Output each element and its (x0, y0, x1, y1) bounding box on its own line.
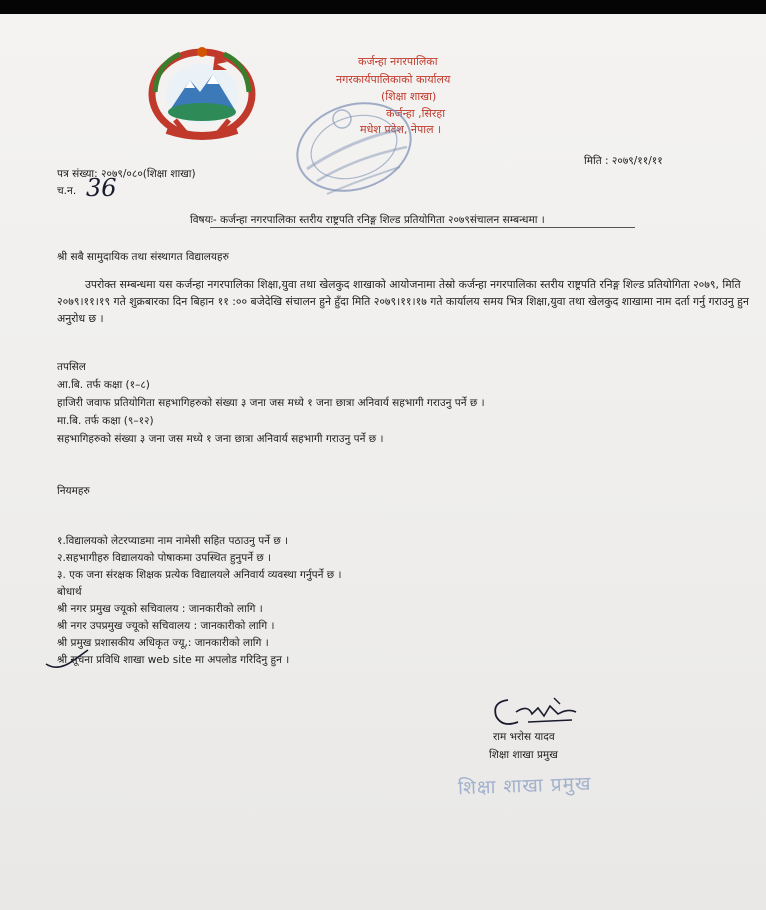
office-name: कर्जन्हा नगरपालिका (358, 55, 438, 68)
rule-item: १.विद्यालयको लेटरप्याडमा नाम नामेसी सहित पठाउनु पर्ने छ । (57, 535, 289, 547)
top-black-bar (0, 0, 766, 14)
tapasil-primary-level: आ.बि. तर्फ कक्षा (१–८) (57, 379, 150, 391)
tapasil-secondary-rule: सहभागिहरुको संख्या ३ जना जस मध्ये १ जना छात्रा अनिवार्य सहभागी गराउनु पर्ने छ । (57, 433, 384, 445)
rule-item: २.सहभागीहरु विद्यालयको पोषाकमा उपस्थित हुनुपर्ने छ । (57, 552, 272, 564)
letter-page (0, 14, 766, 910)
tapasil-heading: तपसिल (57, 361, 86, 373)
letter-reference-number: पत्र संख्या: २०७९/०८०(शिक्षा शाखा) (57, 168, 196, 180)
rule-item: ३. एक जना संरक्षक शिक्षक प्रत्येक विद्यालयले अनिवार्य व्यवस्था गर्नुपर्ने छ । (57, 569, 342, 581)
municipality-emblem-icon (145, 42, 260, 142)
dispatch-label: च.न. (57, 185, 77, 197)
signatory-name: राम भरोस यादव (493, 731, 555, 743)
cc-item: श्री नगर प्रमुख ज्यूको सचिवालय : जानकारीको लागि । (57, 603, 263, 615)
office-section: (शिक्षा शाखा) (381, 90, 437, 103)
tapasil-primary-rule: हाजिरी जवाफ प्रतियोगिता सहभागिहरुको संख्या ३ जना जस मध्ये १ जना छात्रा अनिवार्य सहभागी गराउनु पर्ने छ । (57, 397, 485, 409)
cc-item: श्री प्रमुख प्रशासकीय अधिकृत ज्यू,: जानकारीको लागि । (57, 637, 269, 649)
letter-body-paragraph: उपरोक्त सम्बन्धमा यस कर्जन्हा नगरपालिका शिक्षा,युवा तथा खेलकुद शाखाको आयोजनामा तेस्रो कर्जन्हा नगरपालिका स्तरीय राष्ट्रपति रनिङ्ग शिल्ड प्रतियोगिता २०७९, मिति २०७९।११।१९ गते शुक्रबारका दिन बिहान ११ :०० बजेदेखि संचालन हुने हुँदा मिति २०७९।११।१७ गते कार्यालय समय भित्र शिक्षा,युवा तथा खेलकुद शाखामा नाम दर्ता गर्नु गराउनु हुन अनुरोध छ । (57, 278, 749, 325)
office-subname: नगरकार्यपालिकाको कार्यालय (336, 73, 451, 86)
cc-heading: बोधार्थ (57, 586, 82, 598)
letter-subject: विषयः- कर्जन्हा नगरपालिका स्तरीय राष्ट्रपति रनिङ्ग शिल्ड प्रतियोगिता २०७९संचालन सम्बन्धमा । (190, 214, 545, 226)
rules-heading: नियमहरु (57, 485, 90, 497)
handwritten-signature-icon (488, 694, 584, 734)
signatory-title: शिक्षा शाखा प्रमुख (489, 749, 558, 761)
letter-date: मिति : २०७९/११/११ (584, 155, 663, 167)
tapasil-secondary-level: मा.बि. तर्फ कक्षा (९–१२) (57, 415, 154, 427)
subject-underline (210, 227, 635, 228)
handwritten-check-mark-icon (44, 648, 94, 670)
office-province: मधेश प्रदेश, नेपाल । (360, 123, 442, 136)
cc-item: श्री सूचना प्रविधि शाखा web site मा अपलोड गरिदिनु हुन । (57, 654, 290, 666)
cc-item: श्री नगर उपप्रमुख ज्यूको सचिवालय : जानकारीको लागि । (57, 620, 275, 632)
office-seal-stamp (282, 99, 432, 209)
dispatch-number-handwritten: 36 (86, 174, 117, 202)
letter-addressee: श्री सबै सामुदायिक तथा संस्थागत विद्यालयहरु (57, 251, 229, 263)
office-location: कर्जन्हा ,सिरहा (386, 107, 446, 120)
title-stamp: शिक्षा शाखा प्रमुख (457, 772, 592, 800)
